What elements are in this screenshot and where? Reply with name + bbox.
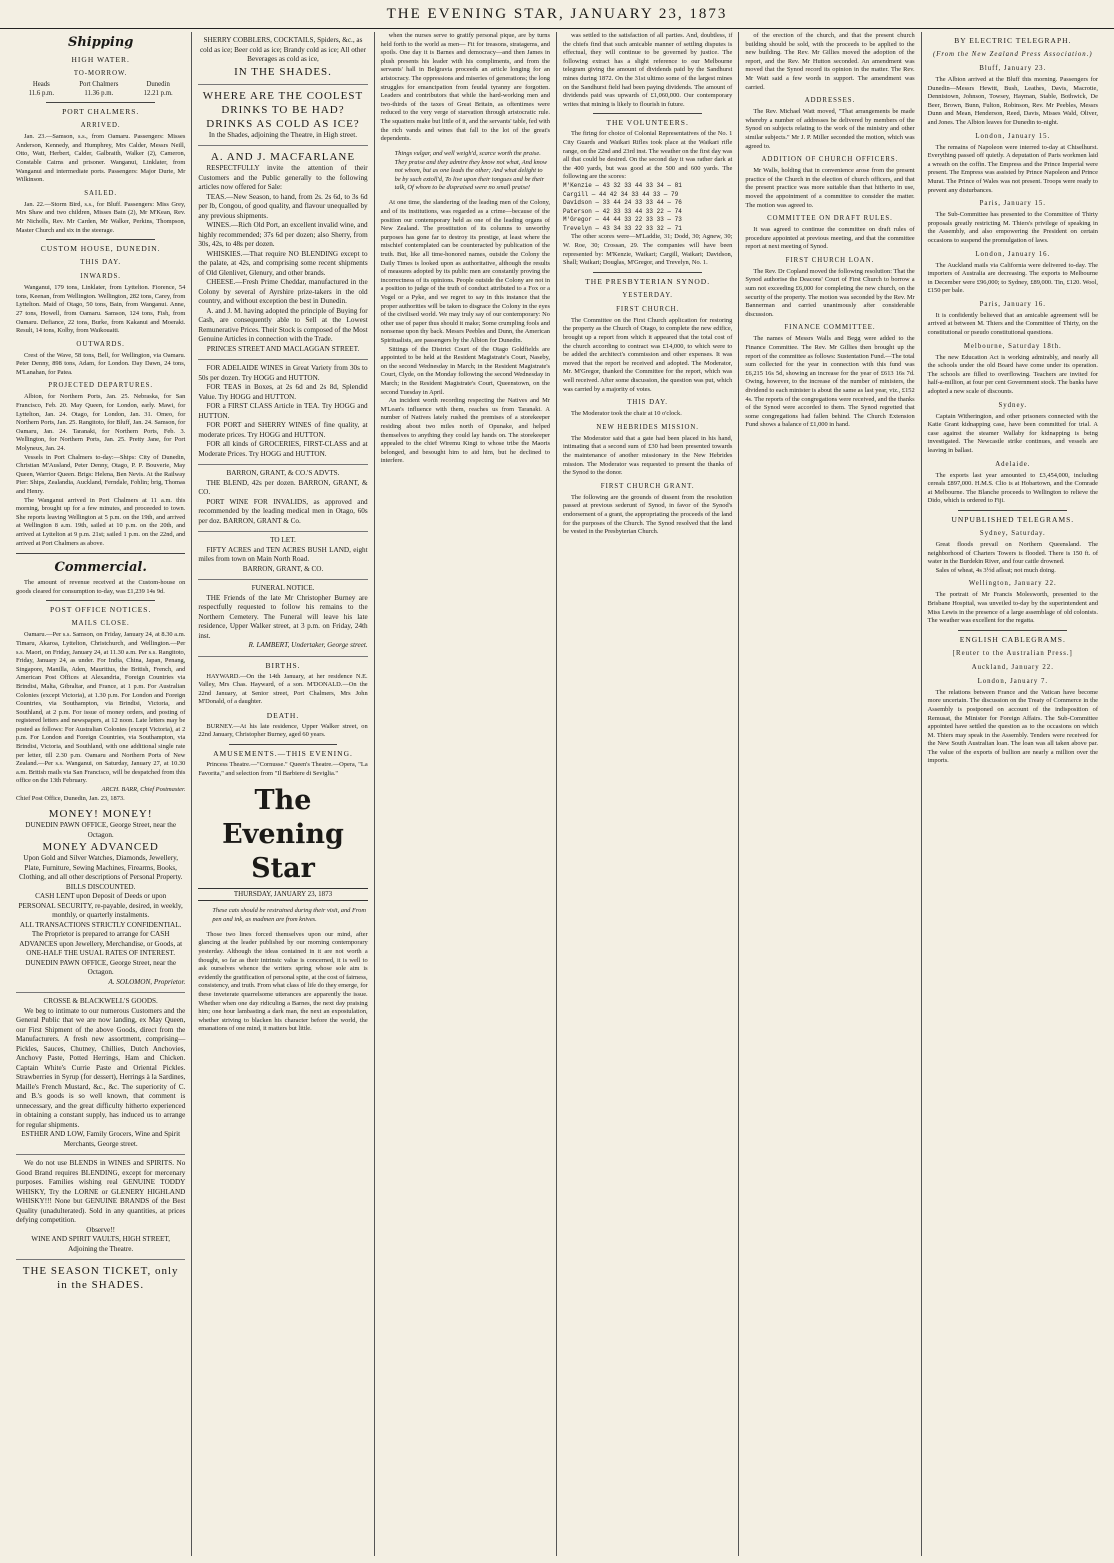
amusements-text: Princess Theatre.—"Cornusse." Queen's Theatre.—Opera, "La Favorita," and selection from "Il Barbiere di Seviglia."	[198, 761, 368, 777]
unpublished-heading: UNPUBLISHED TELEGRAMS.	[951, 514, 1075, 524]
score-row: Cargill — 44 42 34 33 44 33 — 79	[562, 190, 679, 198]
london15-dateline: London, January 15.	[975, 132, 1051, 140]
outwards-text: Crest of the Wave, 58 tons, Bell, for Wellington, via Oamaru. Peter Denny, 898 tons, Adam, for London. Day Dawn, 24 tons, M'Lanahan, for Patea.	[16, 351, 186, 376]
melbourne-dateline: Melbourne, Saturday 18th.	[963, 342, 1062, 350]
columns	[10, 32, 1104, 1556]
projected-text: Albion, for Northern Ports, Jan. 25. Nebraska, for San Francisco, Feb. 20. May Queen, for London, early. Mawi, for Lyttelton, Jan. 24. Otago, for London, Jan. 31. Omeo, for Northern Ports, Jan. 25. Rangitoto, for Bluff, Jan. 24. Samson, for Oamaru, Jan. 24. Taranaki, for Northern Ports, Feb. 3. Wellington, for Northern Ports, Jan. 25. Pretty Jane, for Port Molyneux, Jan. 24.	[16, 393, 186, 453]
sydney-sat-dateline: Sydney, Saturday.	[979, 529, 1046, 537]
draft-rules-heading: COMMITTEE ON DRAFT RULES.	[767, 215, 893, 223]
port-chalmers-heading: PORT CHALMERS.	[62, 107, 140, 117]
this-day-heading: THIS DAY.	[627, 399, 669, 407]
synod-text: The Committee on the First Church application for restoring the property as the Church of Otago, to complete the new edifice, brought up a report from which it appeared that the total cost of the church according to contract was £14,000, to which were to be added the architect's commission and other expenses. It was moved that the report be received and adopted. The Moderator, Mr. M'Gregor, thanked the Committee for the report, which was well received. After some discussion, the question was put, which was carried by a majority of votes.	[562, 316, 733, 393]
column-1	[10, 32, 192, 1556]
evening-star-flag: The Evening Star	[222, 785, 344, 885]
column-5	[739, 32, 921, 1556]
wellington-dateline: Wellington, January 22.	[968, 580, 1057, 588]
commercial-heading: Commercial.	[54, 560, 147, 576]
crosse-text: We beg to intimate to our numerous Customers and the General Public that we are now landing, ex May Queen, our First Shipment of the above Goods, direct from the Manufacturers. A fresh new assortment, comprising—Pickles, Sauces, Chutney, Chillies, Dutch Anchovies, Anchovy Paste, Potted Herrings, Ham and Chicken. Captain White's Currie Paste and Oriental Pickles. Strawberries in Syrup (for dessert), Herrings à la Sardines, Maille's French Mustard, &c., &c. The superiority of C. and B.'s goods is so well known, that comment is unnecessary, and the great difficulty hitherto experienced in obtaining a constant supply, has induced us to arrange for regular shipments.	[16, 1006, 186, 1129]
sherry-ad	[198, 32, 367, 85]
mails-text: Oamaru.—Per s.s. Samson, on Friday, January 24, at 8.30 a.m. Timaru, Akaroa, Lyttelton, Christchurch, and Wellington.—Per s.s. Maori, on Friday, January 24, at 11.30 a.m. Per s.s. Rangitoto, Friday, January 24, as under. For India, China, Japan, Penang, Singapore, Manilla, Aden, Mauritius, the British, French, and American Post Offices at Alexandria, Foreign Countries via Brindisi, Malta, Gibraltar, and France, at 1 p.m. For Australian Colonies (except Victoria), at 1.30 p.m. For London and Foreign Countries, via Southampton, via Brindisi, Victoria, and Southland, at 2 p.m. For issue of money orders, and posting of registered letters and newspapers, at 12 noon. Late letters may be posted as follows: For Australian Colonies (except Victoria), at 2 p.m. For London and Foreign Countries, via Southampton, via Brindisi, Victoria, and Southland, with one additional single rate per letter, till 2.30 p.m. Oamaru and Northern Ports of New Zealand.—Per s.s. Wanganui, on Saturday, January 27, at 10.30 a.m. British mails via San Francisco, will be despatched from this office on the 13th February.	[16, 631, 186, 785]
press-association-label: (From the New Zealand Press Association.)	[932, 51, 1093, 58]
addresses-text: The Rev. Michael Watt moved, "That arrangements be made whereby a number of addresses be delivered by members of the Synod on subjects relating to the work of the ministry and other similar subjects." Mr J. P. Miller seconded the motion, which was agreed to.	[745, 108, 915, 150]
confidential-text: The Proprietor is prepared to arrange for CASH ADVANCES upon Jewellery, Merchandise, or Goods, at ONE-HALF THE USUAL RATES OF INTEREST.	[19, 930, 183, 958]
sailed-heading: SAILED.	[84, 189, 118, 197]
draft-text: It was agreed to continue the committee on draft rules of procedure appointed at previous meeting, and that the committee report at next meeting of Synod.	[745, 226, 915, 251]
lambert-signature: R. LAMBERT, Undertaker, George street.	[248, 641, 368, 649]
amusements-heading: AMUSEMENTS.—THIS EVENING.	[213, 749, 353, 759]
melbourne-text: The new Education Act is working admirably, and nearly all the schools under the old Board have come under its operation. The schools are filled to overflowing. Teachers are invited for half-a-million, at four per cent Government stock. The banks have adopted a new scale of discounts.	[927, 353, 1098, 396]
first-class-text: FOR a FIRST CLASS Article in TEA. Try HOGG and HUTTON.	[198, 402, 368, 420]
princes-street: PRINCES STREET AND MACLAGGAN STREET.	[206, 344, 360, 353]
tomorrow-label: TO-MORROW.	[73, 70, 128, 77]
blend-text: THE BLEND, 42s per dozen. BARRON, GRANT, & CO.	[198, 478, 368, 496]
dateline: THURSDAY, JANUARY 23, 1873	[198, 888, 367, 901]
inwards-heading: INWARDS.	[80, 273, 121, 281]
wines-text: WINES.—Rich Old Port, an excellent invalid wine, and highly recommended; 37s 6d per dozen; also Sherry, from 30s, 42s, to 48s per dozen.	[198, 221, 368, 248]
blends-text: We do not use BLENDS in WINES and SPIRITS. No Good Brand requires BLENDING, except for mercenary purposes. Families wishing real GENUINE TODDY WHISKY, Try the LORNE or GLENERY HIGHLAND WHISKY!!! None but GENUINE BRANDS of the Best Quality (unadulterated). Sold in any quantities, at prices defying competition.	[16, 1159, 186, 1225]
auckland-dateline: Auckland, January 22.	[971, 663, 1054, 671]
season-ticket-text: THE SEASON TICKET, only in the SHADES.	[22, 1265, 179, 1292]
this-day-label: THIS DAY.	[80, 259, 122, 267]
offices-text: Mr Walls, holding that in convenience arose from the present practice of the Church in the election of church officers, and that the present practice was more suitable than that hitherto in use, moved the appointment of a committee to consider the matter. The motion was agreed to.	[745, 167, 915, 209]
teas-boxes-text: FOR TEAS in Boxes, at 2s 6d and 2s 8d, Splendid Value. Try HOGG and HUTTON.	[198, 383, 368, 401]
hogg-hutton-ads	[198, 360, 367, 465]
natives-text: An incident worth recording respecting the Natives and Mr M'Lean's influence with them, reaches us from Taranaki. A number of Natives lately rushed the premises of a storekeeper residing about two miles north of Opunake, and helped themselves to anything they could lay hands on. The storekeeper appealed to the chief Wiremu Kingi to whose tribe the Maoris belonged, and besought him to aid him, but he declined to interfere.	[380, 397, 550, 465]
sittings-text: Sittings of the District Court of the Otago Goldfields are appointed to be held at the Resident Magistrate's Court, Naseby, on the second Wednesday in March; in the Resident Magistrate's Court, Clyde, on the Monday following the second Wednesday in March; in the Resident Magistrate's Court, Queenstown, on the second Tuesday in April.	[380, 345, 550, 396]
first-church-heading: FIRST CHURCH.	[616, 305, 680, 313]
church-offices-heading: ADDITION OF CHURCH OFFICERS.	[761, 156, 899, 164]
telegraph-heading: BY ELECTRIC TELEGRAPH.	[954, 36, 1072, 45]
london15-text: The remains of Napoleon were interred to-day at Chiselhurst. Everything passed off quietly. A deputation of Paris workmen laid a wreath on the coffin. The Empress and the Prince Imperial were present. The Empress was assisted by Prince Napoleon and Prince Murat. The Prince of Wales was not present. Troops were ready to prevent any disturbances.	[927, 143, 1098, 194]
esther-low-signature: ESTHER AND LOW, Family Grocers, Wine and Spirit Merchants, George street.	[21, 1130, 181, 1148]
paris16-dateline: Paris, January 16.	[979, 300, 1046, 308]
synod-heading: THE PRESBYTERIAN SYNOD.	[585, 276, 711, 286]
mails-close-heading: MAILS CLOSE.	[71, 620, 130, 628]
all-kinds-text: FOR all kinds of GROCERIES, FIRST-CLASS and at Moderate Prices. Try HOGG and HUTTON.	[198, 440, 368, 458]
addresses-heading: ADDRESSES.	[804, 97, 856, 105]
coolest-heading: WHERE ARE THE COOLEST DRINKS TO BE HAD?	[202, 89, 364, 116]
paris16-text: It is confidently believed that an amicable agreement will be arrived at between M. Thiers and the Committee of Thirty, on the constitutional or pseudo constitutional questions.	[927, 311, 1098, 337]
shipping-heading: Shipping	[67, 35, 134, 50]
grant-text: The following are the grounds of dissent from the resolution passed at previous sederunt of Synod, in favor of the Synod's endorsement of a grant, the appropriating the proceeds of the land for the purposes of the Church. The Synod resolved that the land be vested in the Presbyterian Church.	[562, 493, 733, 536]
observe-label: Observe!!	[86, 1225, 116, 1234]
funeral-notice	[198, 580, 367, 657]
funeral-heading: FUNERAL NOTICE.	[251, 584, 315, 592]
finance-heading: FINANCE COMMITTEE.	[784, 324, 876, 332]
post-office-heading: POST OFFICE NOTICES.	[49, 605, 152, 615]
postmaster-signature: ARCH. BARR, Chief Postmaster.	[101, 786, 186, 794]
hebrides-heading: NEW HEBRIDES MISSION.	[596, 423, 699, 431]
adjoining-theatre: Adjoining the Theatre.	[68, 1244, 134, 1253]
barron-signature: BARRON, GRANT, & CO.	[242, 564, 324, 573]
port-sherry-text: FOR PORT and SHERRY WINES of fine quality, at moderate prices. Try HOGG and HUTTON.	[198, 421, 368, 439]
scores-table	[563, 182, 732, 234]
whiskies-text: WHISKIES.—That require NO BLENDING except to the palate, at 42s, and comprising some recent shipments of Old Glenlivet, Glenury, and other brands.	[198, 249, 368, 277]
high-water-heading: HIGH WATER.	[71, 55, 130, 64]
macfarlane-heading: A. AND J. MACFARLANE	[210, 151, 356, 163]
money-heading: MONEY! MONEY!	[48, 808, 153, 821]
in-shades: IN THE SHADES.	[234, 65, 332, 78]
finance-text: The names of Messrs Walls and Begg were added to the Finance Committee. The Rev. Mr Gillies then brought up the report of the committee as follows: Sustentation Fund.—The total sum collected for the year in connection with this fund was £6,215 16s 5d, showing an increase for the year of £613 16s 7d. Owing, however, to the increase of the number of ministers, the dividend to each minister is about the same as last year, viz., £152 4s. The reports of the congregations were received, and the thanks of the Synod were accorded to them. The Synod regretted that some congregations had fallen behind. The Church Extension Fund shows a balance of £1,000 in hand.	[745, 335, 915, 429]
paris-text: The Sub-Committee has presented to the Committee of Thirty proposals greatly restricting M. Thiers's privilege of speaking in the Assembly, and also empowering the President on certain occasions to suspend the promulgation of laws.	[927, 211, 1098, 244]
adelaide-wheat-text: Sales of wheat, 4s 3½d afloat; not much doing.	[935, 566, 1056, 574]
macfarlane-ad	[198, 146, 367, 360]
wine-vaults-heading: WINE AND SPIRIT VAULTS, HIGH STREET,	[31, 1235, 171, 1244]
barron-heading: BARRON, GRANT, & CO.'S ADVTS.	[226, 469, 340, 477]
arrived-text: Jan. 23.—Samson, s.s., from Oamaru. Passengers: Misses Anderson, Kennedy, and Humphrey, Mrs Calder, Messrs Neill, Otto, Watt, Herbert, Calder, Galbraith, Walker (2), Cameron, Constable Cairns and prisoner. Wanganui, Linklater, from Wanganui and intermediate ports. Passengers: Major Durie, Mr Wilkinson.	[16, 133, 186, 184]
teas-text: TEAS.—New Season, to hand, from 2s. 2s 6d, to 3s 6d per lb, Congou, of good quality, and flavour unequalled by any previous shipments.	[198, 192, 368, 220]
mines-text: was settled to the satisfaction of all parties. And, doubtless, if the chiefs find that such amicable manner of settling disputes is effectual, they will continue to be governed by justice. The following extract has a slight reference to our Melbourne telegram giving the amount of dividends paid by the Sandhurst mines during 1872. On the 31st ultimo some of the largest mines on the Sandhurst field had been paying dividends. The amount of dividends paid was upwards of £1,060,000. Our contemporary writes that mining is likely to flourish in future.	[562, 32, 733, 108]
money-advanced-text: Upon Gold and Silver Watches, Diamonds, Jewellery, Plate, Furniture, Sewing Machines, Firearms, Books, Clothing, and all other descriptions of Personal Property.	[18, 854, 183, 882]
column-3	[375, 32, 557, 1556]
death-heading: DEATH.	[266, 710, 300, 720]
scores-note: The other scores were—M'Laddie, 31; Dodd, 30; Agnew, 30; W. Roe, 30; Crossan, 29. The companies will have been represented by: M'Kenzie, Waikari; Cargill, Waikari; Davidson, Shall; Waikari; Douglas, M'Gregor, and Trevelyn, No. 1.	[562, 233, 733, 267]
vessels-text: Vessels in Port Chalmers to-day:—Ships: City of Dunedin, Christian M'Ausland, Peter Denny, Otago, P. P. Bouverie, May Queen, Warrior Queen. Brigs: Helena, Ben Nevis. At the Railway Pier: Ships, Zealandia, Auckland, Ferndale, Fohlin; brig, Thomas and Henry.	[16, 453, 186, 495]
commercial-text: The amount of revenue received at the Custom-house on goods cleared for consumption to-day, was £1,239 14s 9d.	[16, 579, 186, 595]
bluff-text: The Albion arrived at the Bluff this morning. Passengers for Dunedin—Messrs Hewitt, Bush, Leathes, Davis, Macrotie, Dennistown, Johnson, Towsey, Hayman, Stable, Bothwick, De Beer, Brown, Bunn, Fulton, Robinson, Rev. Mr Peebles, Messrs Dunn and Mean, Henderson, Reed, Davis, Misses Wald, Oliver, and Jones. The Albion leaves for Dunedin to-night.	[927, 76, 1098, 126]
volunteers-heading: THE VOLUNTEERS.	[606, 118, 689, 128]
church-loan-heading: FIRST CHURCH LOAN.	[785, 256, 875, 264]
blends-ad	[16, 1155, 185, 1260]
sydney-text: Captain Witherington, and other prisoners connected with the Katie Grant kidnapping case, have been committed for trial. A case against the steamer Wallaby for kidnapping is being investigated. The Newcastle strike continues, and vessels are leaving in ballast.	[927, 412, 1098, 454]
editorial-lower: At one time, the slandering of the leading men of the Colony, and of its institutions, was regarded as a crime—because of the position our contemporary held as one of the leading organs of New Zealand. The prostitution of its columns to unworthy purposes has gone far to destroy its prestige, at least where the mischief contemplated can be counteracted by publication of the truth. But, like all time-honored names, outside the Colony the Daily Times is looked upon as authoritative, although the results of measures adopted by its public men are constantly proving the incorrectness of its opinions. People outside the Colony are not in a position to judge of the truth of conduct attributed to a Fox or a Vogel or a Pyke, and we regret to say in this instance that the proper authorities will be taken to disgrace the Colony in the eyes of the civilised world. We may truly say of our contemporary: No other use of paper thus should it make; Some crumpling fools and nonsense upon thy back. Messrs Peebles and Dunn, the American Spiritualists, are passengers by the Albion for Dunedin.	[380, 199, 550, 344]
bills-text: CASH LENT upon Deposit of Deeds or upon PERSONAL SECURITY, re-payable, desired, in weekly, monthly, or quarterly instalments.	[18, 892, 183, 920]
adelaide-dateline: Adelaide.	[995, 460, 1031, 468]
fifty-acres-text: FIFTY ACRES and TEN ACRES BUSH LAND, eight miles from town on Main North Road.	[198, 545, 368, 563]
score-row: Trevelyn — 43 34 33 22 33 32 — 71	[562, 224, 682, 232]
to-let-ad	[198, 532, 367, 580]
confidential-heading: ALL TRANSACTIONS STRICTLY CONFIDENTIAL.	[19, 920, 182, 929]
score-row: Davidson — 33 44 24 33 33 44 — 76	[562, 199, 682, 207]
death-text: BURNEY.—At his late residence, Upper Walker street, on 22nd January, Christopher Burney, aged 60 years.	[198, 722, 368, 739]
outwards-heading: OUTWARDS.	[76, 340, 125, 348]
tide-dunedin: Dunedin 12.21 p.m.	[143, 81, 173, 97]
cheese-text: CHEESE.—Fresh Prime Cheddar, manufactured in the Colony by several of Ayrshire prize-takers in the old country, and without exception the best in Dunedin.	[198, 278, 368, 305]
synod-continued: of the erection of the church, and that the present church building should be sold, with the proceeds to be applied to the new building. The Rev. Mr Gillies moved the adoption of the report, and the Rev. Mr Hutton seconded. An amendment was moved that the Synod record its opinion in the matter. The Rev. Mr Watt said a few words in support. The amendment was carried.	[745, 32, 915, 91]
column-2	[192, 32, 374, 1556]
sailed-text: Jan. 22.—Storm Bird, s.s., for Bluff. Passengers: Miss Grey, Mrs Shaw and two children, Misses Bain (2), Mr M'Kean, Rev. Mr Nicholls, Rev. Mr Carden, Mr Walker, Perkins, Thompson, Master Church and six in the steerage.	[16, 200, 186, 234]
season-ticket-ad	[16, 1260, 185, 1297]
editorial-text: Those two lines forced themselves upon our mind, after glancing at the leader published by our morning contemporary yesterday. Although the ideas contained in it are not worth a thought, so far as their intrinsic value is concerned, it is well to ask ourselves whence the writers spring whose sole aim is evidently the gratification of personal spite, at the cost of fairness, consistency, and truth. From what class of life do they emerge, for these inveterate quarrelsome utterances are apparently the issue. Whether when one day ridiculing a Barnes, the next day praising him; one hour lambasting a dark man, the next an expostulation, whether striving to blacken his character before the world, the emanations of one mind, it matters but little.	[198, 930, 368, 1033]
port-invalids-text: PORT WINE FOR INVALIDS, as approved and recommended by the leading medical men in Otago, 60s per doz. BARRON, GRANT & Co.	[198, 497, 368, 525]
drinks-heading: DRINKS AS COLD AS ICE?	[206, 117, 360, 130]
loan-text: The Rev. Dr Copland moved the following resolution: That the Synod authorise the Deacons' Court of First Church to borrow a sum not exceeding £6,000 for completing the new church, on the security of the property. The motion was seconded by the Rev. Mr Bannerman and carried unanimously after considerable discussion.	[745, 267, 915, 318]
masthead: THE EVENING STAR, JANUARY 23, 1873	[0, 6, 1114, 29]
funeral-text: THE Friends of the late Mr Christopher Burney are respectfully requested to follow his remains to the Northern Cemetery. The Funeral will leave his late residence, Upper Walker street, at 3 p.m. on Friday, 24th inst.	[198, 593, 368, 640]
macfarlane-text: RESPECTFULLY invite the attention of their Customers and the Public generally to the following articles now offered for Sale:	[198, 164, 368, 191]
inwards-text: Wanganui, 179 tons, Linklater, from Lyttelton. Fiorence, 54 tons, Keenan, from Wellington. Wellington, 282 tons, Carey, from Lyttelton. Maid of Otago, 50 tons, Bain, from Wanganui. Anne, 27 tons, Howell, from Oamaru. Samson, 124 tons, Fish, from Oamaru. Defiance, 22 tons, Burke, from Kakanui and Moeraki. Result, 14 tons, Kolby, from Waikouaiti.	[16, 284, 186, 335]
score-row: M'Kenzie — 43 32 33 44 33 34 — 81	[562, 181, 682, 189]
score-row: M'Gregor — 44 44 33 22 33 33 — 73	[562, 216, 682, 224]
bills-heading: BILLS DISCOUNTED.	[65, 882, 136, 891]
this-day-text: The Moderator took the chair at 10 o'clock.	[570, 410, 682, 418]
money-advanced-heading: MONEY ADVANCED	[42, 841, 159, 854]
column-4	[557, 32, 739, 1556]
tide-table	[16, 81, 185, 98]
score-row: Paterson — 42 33 33 44 33 22 — 74	[562, 207, 682, 215]
pawn-address-2: DUNEDIN PAWN OFFICE, George Street, near the Octagon.	[25, 958, 177, 977]
cablegrams-heading: ENGLISH CABLEGRAMS.	[959, 634, 1066, 644]
paris-dateline: Paris, January 15.	[979, 200, 1046, 208]
london16-text: The Auckland mails via California were delivered to-day. The importers of Australia are decreasing. The exports to Melbourne in December were £96,000; to Sydney, £89,000. Tin, £120. Wool, £150 per bale.	[927, 261, 1098, 295]
editorial-quote: Things vulgar, and well weigh'd, scarce worth the praise. They praise and they admire they know not what, And know not whom, but as one leads the other; And what delight to be by such extoll'd, To live upon their tongues and be their talk, Of whom to be dispraised were no small praise!	[394, 150, 548, 192]
cable-text: The relations between France and the Vatican have become more uncertain. The discussion on the Treaty of Commerce in the Assembly is postponed on account of the indisposition of Remusat, the Minister for Foreign Affairs. The Sub-Committee appointed have settled the question as to the occasions on which M. Thiers may speak in the Assembly. Tenders were received for the New South Australian loan. The loan was all taken above par. The value of the exports of bullion are nearly a million over the imports.	[927, 688, 1098, 765]
wanganui-text: The Wanganui arrived in Port Chalmers at 11 a.m. this morning, brought up for a few minutes, and proceeded to town. She reports leaving Wellington at 5 p.m. on the 19th, and arrived at Wellington 8 a.m. 19th, sailed at 10 p.m. on the 20th, and arrived at Lyttelton at 9 p.m. 21st; sailed 1 p.m. on the 22nd, and arrived at Port Chalmers as above.	[16, 496, 186, 547]
births-heading: BIRTHS.	[265, 660, 301, 670]
pawn-address: DUNEDIN PAWN OFFICE, George Street, near the Octagon.	[25, 821, 177, 839]
barron-ads	[198, 465, 367, 532]
adelaide-wines-text: FOR ADELAIDE WINES in Great Variety from 30s to 50s per dozen. Try HOGG and HUTTON.	[198, 364, 368, 382]
adelaide-text: The exports last year amounted to £3,454,000, including cereals £897,000. H.M.S. Clio is at Hobartown, and the Comrade at Melbourne. The Blanche proceeds to Wellington to relieve the Dido, which is ordered to Fiji.	[927, 471, 1098, 505]
yesterday-label: YESTERDAY.	[622, 291, 673, 299]
projected-heading: PROJECTED DEPARTURES.	[48, 382, 154, 390]
reuter-label: [Reuter to the Australian Press.]	[952, 649, 1073, 657]
crosse-heading: CROSSE & BLACKWELL'S GOODS.	[43, 997, 158, 1006]
births-text: HAYWARD.—On the 14th January, at her residence N.E. Valley, Mrs Chas. Hayward, of a son. M'DONALD.—On the 22nd January, at Senior street, Port Chalmers, Mrs John M'Donald, of a daughter.	[198, 672, 368, 706]
hebrides-text: The Moderator said that a gate had been placed in his hand, intimating that a second sum of £30 had been presented towards the maintenance of another missionary in the New Hebrides mission. The Moderator was requested to present the thanks of the Synod to the donor.	[562, 434, 733, 477]
dateline-verse: These cats should be restrained during their visit, and From pen and ink, as madmen are from knives.	[212, 907, 366, 923]
pawn-office-ad	[16, 803, 185, 993]
tide-heads: Heads 11.6 p.m.	[28, 81, 55, 97]
london7-dateline: London, January 7.	[977, 677, 1049, 685]
sherry-text: SHERRY COBBLERS, COCKTAILS, Spiders, &c., as cold as ice; Beer cold as ice; Brandy cold as ice; All other Beverages as cold as ice,	[199, 36, 367, 63]
volunteers-text: The firing for choice of Colonial Representatives of the No. 1 City Guards and Waikari Rifles took place at the Waikari rifle range, on the 22nd and 23rd inst. The weather on the first day was all that could be desired. On the second day it was rather dark at the 400 yards, but was good at the 500 and 600 yards. The following are the scores:	[562, 130, 733, 181]
grant-heading: FIRST CHURCH GRANT.	[600, 482, 695, 490]
jm-text: A. and J. M. having adopted the principle of Buying for Cash, are consequently able to Sell at the Lowest Remunerative Prices. Their Stock is composed of the Most Genuine Articles in connection with the Trade.	[198, 306, 368, 343]
crosse-blackwell-ad	[16, 993, 185, 1155]
custom-house-heading: CUSTOM HOUSE, DUNEDIN.	[40, 244, 161, 254]
bluff-dateline: Bluff, January 23.	[979, 65, 1047, 72]
coolest-drinks-ad	[198, 85, 367, 147]
solomon-signature: A. SOLOMON, Proprietor.	[108, 977, 186, 986]
column-6	[922, 32, 1104, 1556]
drinks-text: In the Shades, adjoining the Theatre, in High street.	[208, 130, 358, 139]
tide-port-chalmers: Port Chalmers 11.36 p.m.	[79, 81, 119, 97]
arrived-heading: ARRIVED.	[80, 122, 121, 130]
sydney-sat-text: Great floods prevail on Northern Queensland. The neighborhood of Charters Towers is flooded. There is 150 ft. of water in the Burdekin River, and four cattle drowned.	[927, 540, 1098, 566]
wellington-text: The portrait of Mr Francis Molesworth, presented to the Brisbane Hospital, was unveiled to-day by the superintendent and Miss Lewis in the presence of a large assemblage of old colonists. The weather was excellent for the regatta.	[927, 591, 1098, 625]
to-let-heading: TO LET.	[270, 536, 296, 544]
sydney-dateline: Sydney.	[998, 401, 1028, 409]
postmaster-date: Chief Post Office, Dunedin, Jan. 23, 1873.	[16, 794, 125, 802]
editorial-continued: when the nurses serve to gratify personal pique, are by turns held forth to the world as men— Fit for treasons, stratagems, and spoils. One day it is Barnes and democracy—and then James in plush presents his leader with his compliments, and from the servants' hall in Belgravia proceeds an article longing for an aristocracy. The oppressions and miseries of generations; the long struggles for emancipation from feudal tyranny are forgotten. Leaders and contributors that while the hard-working men and two-thirds of the taxes of Great Britain, as oftentimes were reduced to the very verge of starvation through aristocratic rule. The squatters make but little of it, and the servants' table, fed with the rich vands and wines that fall to the lot of the great's dependents.	[380, 32, 550, 143]
london16-dateline: London, January 16.	[975, 250, 1051, 258]
